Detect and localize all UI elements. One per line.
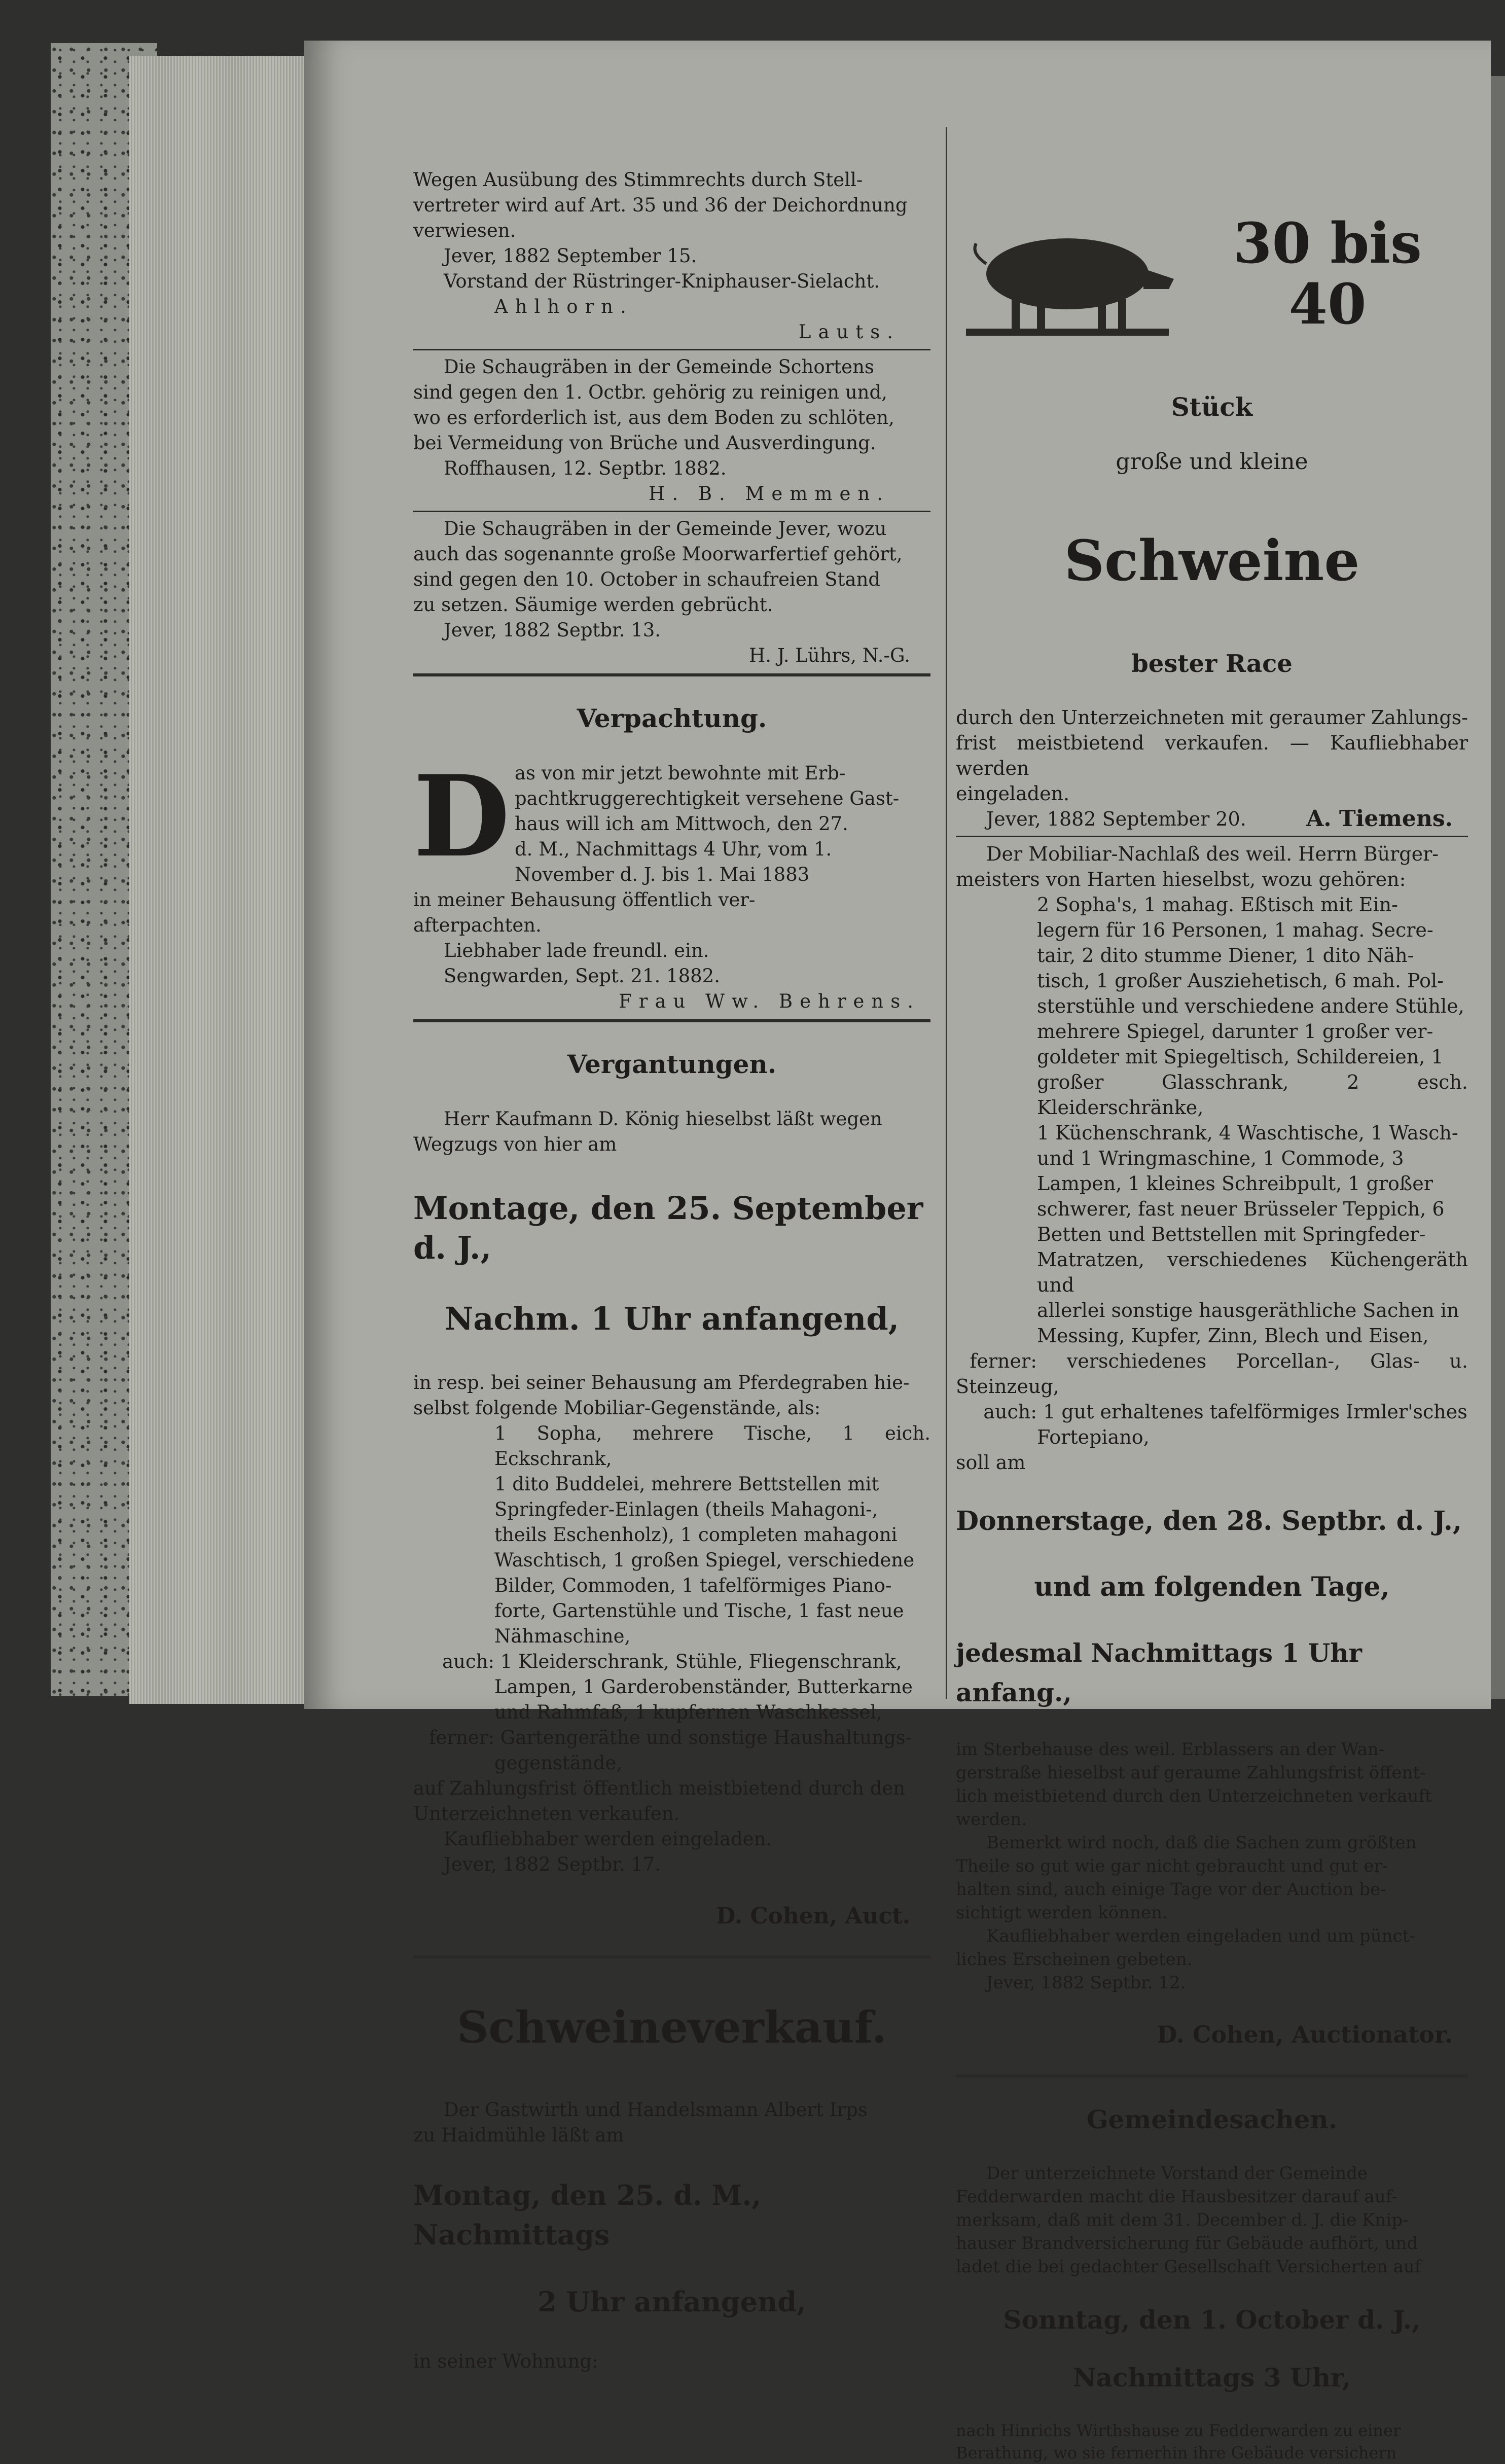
- section-heading: Gemeindesachen.: [1086, 2104, 1338, 2134]
- notice-board: Vorstand der Rüstringer-Kniphauser-Sielacht.: [444, 270, 880, 292]
- text-line: Die Schaugräben in der Gemeinde Schortens: [444, 356, 874, 378]
- auction-time: Nachm. 1 Uhr anfangend,: [444, 1300, 900, 1337]
- notice-date: Jever, 1882 Septbr. 13.: [444, 619, 661, 641]
- text-line: frist meistbietend verkaufen. — Kaufliebhaber werden: [956, 732, 1468, 779]
- notice-date: Jever, 1882 September 15.: [444, 245, 697, 267]
- divider: [413, 1019, 930, 1022]
- left-column: [413, 167, 930, 2374]
- section-heading: Verpachtung.: [577, 703, 767, 733]
- text-line: auf Zahlungsfrist öffentlich meistbietend durch den: [413, 1777, 906, 1799]
- signature: Lauts.: [798, 321, 900, 343]
- text-line: im Sterbehause des weil. Erblassers an der Wan-: [956, 1739, 1385, 1760]
- text-line: Wegzugs von hier am: [413, 1133, 617, 1155]
- item-line: 1 Küchenschrank, 4 Waschtische, 1 Wasch-: [1037, 1122, 1458, 1144]
- pig-stueck: Stück: [1171, 392, 1253, 422]
- text-line: nach Hinrichs Wirthshause zu Fedderwarden zu einer: [956, 2421, 1401, 2440]
- text-line: afterpachten.: [413, 914, 542, 936]
- text-line: Fedderwarden macht die Hausbesitzer darauf auf-: [956, 2187, 1398, 2207]
- item-line: großer Glasschrank, 2 esch. Kleiderschränke,: [1037, 1071, 1468, 1119]
- text-line: vertreter wird auf Art. 35 und 36 der Deichordnung: [413, 194, 908, 216]
- text-line: auch das sogenannte große Moorwarfertief gehört,: [413, 543, 903, 565]
- text-line: selbst folgende Mobiliar-Gegenstände, als:: [413, 1397, 821, 1419]
- item-line: und 1 Wringmaschine, 1 Commode, 3: [1037, 1147, 1404, 1169]
- pig-race: bester Race: [1131, 650, 1293, 678]
- auction-date: Montag, den 25. d. M., Nachmittags: [413, 2179, 761, 2251]
- item-line: 1 Sopha, mehrere Tische, 1 eich. Eckschrank,: [494, 1422, 930, 1470]
- text-line: soll am: [956, 1451, 1026, 1474]
- text-line: Berathung, wo sie fernerhin ihre Gebäude versichern: [956, 2443, 1397, 2462]
- notice-date: Roffhausen, 12. Septbr. 1882.: [444, 457, 727, 479]
- text-line: sind gegen den 1. Octbr. gehörig zu reinigen und,: [413, 381, 887, 403]
- text-line: Der unterzeichnete Vorstand der Gemeinde: [986, 2163, 1368, 2184]
- item-line: Lampen, 1 kleines Schreibpult, 1 großer: [1037, 1172, 1433, 1195]
- text-line: zu setzen. Säumige werden gebrücht.: [413, 594, 773, 616]
- text-line: werden.: [956, 1809, 1027, 1830]
- notice-stimmrecht: [413, 167, 930, 345]
- text-line: Kaufliebhaber werden eingeladen und um pünct-: [986, 1926, 1415, 1946]
- label-auch: auch:: [442, 1651, 494, 1672]
- notice-schweineverkauf: [413, 2002, 930, 2374]
- label-ferner: ferner:: [428, 1727, 494, 1748]
- text-line: Wegen Ausübung des Stimmrechts durch Stell-: [413, 169, 863, 191]
- signature: Frau Ww. Behrens.: [619, 990, 920, 1012]
- newspaper-page: [304, 41, 1491, 2462]
- text-line: November d. J. bis 1. Mai 1883: [515, 864, 810, 885]
- text-line: in meiner Behausung öffentlich ver-: [413, 889, 756, 911]
- item-line: 2 Sopha's, 1 mahag. Eßtisch mit Ein-: [1037, 894, 1398, 916]
- section-heading: Schweineverkauf.: [457, 2002, 887, 2053]
- meeting-date: Sonntag, den 1. October d. J.,: [1003, 2305, 1421, 2335]
- notice-vergantungen: [413, 1048, 930, 1933]
- text-line: gerstraße hieselbst auf geraume Zahlungsfrist öffent-: [956, 1763, 1426, 1783]
- text-line: pachtkruggerechtigkeit versehene Gast-: [515, 788, 900, 809]
- text-line: Liebhaber lade freundl. ein.: [444, 940, 709, 961]
- item-line: schwerer, fast neuer Brüsseler Teppich, 6: [1037, 1198, 1445, 1220]
- item-line: Matratzen, verschiedenes Küchengeräth und: [1037, 1248, 1468, 1296]
- signature: D. Cohen, Auct.: [716, 1903, 910, 1929]
- text-line: sind gegen den 10. October in schaufreien Stand: [413, 568, 881, 590]
- text-line: verwiesen.: [413, 220, 516, 241]
- text-line: Bemerkt wird noch, daß die Sachen zum größten: [986, 1833, 1417, 1853]
- item-line: allerlei sonstige hausgeräthliche Sachen in: [1037, 1299, 1459, 1322]
- text-line: eingeladen.: [956, 782, 1070, 805]
- text-line: in resp. bei seiner Behausung am Pferdegraben hie-: [413, 1372, 910, 1394]
- auction-date: Montage, den 25. September d. J.,: [413, 1190, 923, 1266]
- text-line: Herr Kaufmann D. König hieselbst läßt wegen: [444, 1108, 882, 1130]
- item-line: Fortepiano,: [1037, 1426, 1150, 1448]
- auction-day: und am folgenden Tage,: [1034, 1572, 1390, 1602]
- item-line: Bilder, Commoden, 1 tafelförmiges Piano-: [494, 1575, 892, 1596]
- auction-date: Donnerstage, den 28. Septbr. d. J.,: [956, 1506, 1462, 1537]
- item-line: tisch, 1 großer Ausziehetisch, 6 mah. Pol-: [1037, 970, 1444, 992]
- notice-gemeindesachen: [956, 2103, 1468, 2464]
- signature: H. J. Lührs, N.-G.: [749, 645, 910, 666]
- notice-date: Jever, 1882 Septbr. 12.: [986, 1973, 1186, 1993]
- item-line: legern für 16 Personen, 1 mahag. Secre-: [1037, 919, 1434, 941]
- item-line: theils Eschenholz), 1 completen mahagoni: [494, 1524, 898, 1546]
- signature: D. Cohen, Auctionator.: [1157, 2021, 1453, 2048]
- item-line: Nähmaschine,: [494, 1625, 631, 1647]
- pig-kind: große und kleine: [1116, 449, 1308, 475]
- notice-schortens: [413, 354, 930, 507]
- divider: [413, 673, 930, 676]
- text-line: Theile so gut wie gar nicht gebraucht und gut er-: [956, 1856, 1388, 1876]
- signature: H. B. Memmen.: [649, 483, 890, 505]
- item-line: verschiedenes Porcellan-, Glas- u. Steinzeug,: [956, 1350, 1468, 1398]
- text-line: in seiner Wohnung:: [413, 2350, 598, 2372]
- text-line: sichtigt werden können.: [956, 1903, 1168, 1923]
- text-line: as von mir jetzt bewohnte mit Erb-: [515, 762, 846, 784]
- text-line: Der Mobiliar-Nachlaß des weil. Herrn Bürger-: [986, 843, 1439, 865]
- text-line: Unterzeichneten verkaufen.: [413, 1803, 680, 1825]
- pig-word: Schweine: [1064, 528, 1360, 593]
- divider: [956, 2075, 1468, 2078]
- meeting-time: Nachmittags 3 Uhr,: [1072, 2363, 1351, 2392]
- text-line: liches Erscheinen gebeten.: [956, 1949, 1193, 1970]
- notice-schweine: [956, 210, 1468, 832]
- text-line: zu Haidmühle läßt am: [413, 2124, 624, 2146]
- item-line: Lampen, 1 Garderobenständer, Butterkarne: [494, 1676, 913, 1698]
- column-divider: [946, 127, 947, 1699]
- item-line: goldeter mit Spiegeltisch, Schildereien, 1: [1037, 1046, 1444, 1068]
- pig-woodcut-icon: [956, 213, 1179, 345]
- notice-nachlass: [956, 841, 1468, 2051]
- text-line: Kaufliebhaber werden eingeladen.: [444, 1828, 772, 1850]
- text-line: halten sind, auch einige Tage vor der Auction be-: [956, 1879, 1386, 1900]
- label-auch: auch:: [983, 1401, 1037, 1423]
- notice-date: Jever, 1882 September 20.: [986, 808, 1246, 830]
- item-line: Messing, Kupfer, Zinn, Blech und Eisen,: [1037, 1325, 1429, 1347]
- auction-time: jedesmal Nachmittags 1 Uhr anfang.,: [956, 1638, 1362, 1707]
- text-line: lich meistbietend durch den Unterzeichneten verkauft: [956, 1786, 1432, 1806]
- text-line: ladet die bei gedachter Gesellschaft Versicherten auf: [956, 2257, 1421, 2277]
- item-line: tair, 2 dito stumme Diener, 1 dito Näh-: [1037, 944, 1414, 967]
- item-line: und Rahmfaß, 1 kupfernen Waschkessel,: [494, 1701, 882, 1723]
- item-line: Springfeder-Einlagen (theils Mahagoni-,: [494, 1498, 878, 1520]
- notice-date: Jever, 1882 Septbr. 17.: [444, 1853, 661, 1875]
- pig-count: 30 bis 40: [1233, 210, 1422, 337]
- divider: [413, 1955, 930, 1958]
- notice-jever: [413, 516, 930, 668]
- section-heading: Vergantungen.: [567, 1049, 777, 1079]
- item-line: forte, Gartenstühle und Tische, 1 fast neue: [494, 1600, 904, 1622]
- item-line: Betten und Bettstellen mit Springfeder-: [1037, 1223, 1426, 1245]
- dropcap-letter: D: [413, 751, 510, 882]
- item-line: 1 dito Buddelei, mehrere Bettstellen mit: [494, 1473, 879, 1495]
- notice-date: Sengwarden, Sept. 21. 1882.: [444, 965, 720, 987]
- text-line: Die Schaugräben in der Gemeinde Jever, wozu: [444, 518, 887, 540]
- signature: A. Tiemens.: [1306, 806, 1453, 832]
- signature: Ahlhorn.: [494, 296, 633, 317]
- item-line: sterstühle und verschiedene andere Stühle,: [1037, 995, 1464, 1017]
- text-line: meisters von Harten hieselbst, wozu gehören:: [956, 868, 1406, 890]
- item-line: Gartengeräthe und sonstige Haushaltungs-: [500, 1727, 912, 1748]
- divider: [956, 836, 1468, 837]
- notice-verpachtung: [413, 702, 930, 1014]
- item-line: mehrere Spiegel, darunter 1 großer ver-: [1037, 1020, 1434, 1043]
- text-line: bei Vermeidung von Brüche und Ausverdingung.: [413, 432, 876, 454]
- item-line: gegenstände,: [494, 1752, 623, 1774]
- item-line: 1 gut erhaltenes tafelförmiges Irmler'sches: [1043, 1401, 1467, 1423]
- text-line: haus will ich am Mittwoch, den 27.: [515, 813, 848, 835]
- item-line: 1 Kleiderschrank, Stühle, Fliegenschrank,: [500, 1651, 902, 1672]
- divider: [413, 511, 930, 512]
- text-line: merksam, daß mit dem 31. December d. J. die Knip-: [956, 2210, 1409, 2230]
- text-line: Der Gastwirth und Handelsmann Albert Irps: [444, 2099, 868, 2121]
- right-column: [956, 157, 1468, 2464]
- item-line: Waschtisch, 1 großen Spiegel, verschiedene: [494, 1549, 915, 1571]
- text-line: durch den Unterzeichneten mit geraumer Zahlungs-: [956, 706, 1468, 729]
- text-line: wo es erforderlich ist, aus dem Boden zu schlöten,: [413, 407, 894, 428]
- text-line: hauser Brandversicherung für Gebäude aufhört, und: [956, 2233, 1418, 2254]
- auction-time: 2 Uhr anfangend,: [538, 2286, 806, 2318]
- text-line: d. M., Nachmittags 4 Uhr, vom 1.: [515, 838, 832, 860]
- divider: [413, 349, 930, 350]
- label-ferner: ferner:: [970, 1350, 1037, 1372]
